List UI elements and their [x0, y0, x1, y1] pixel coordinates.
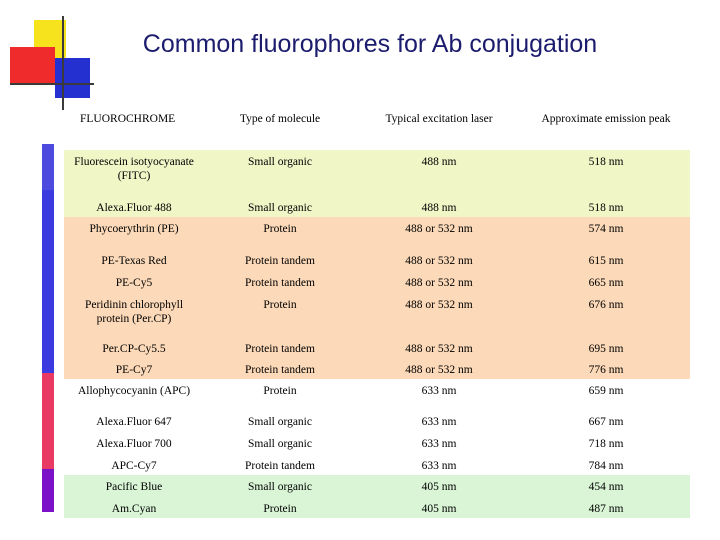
molecule-type-cell: Protein tandem [245, 255, 315, 267]
category-bar-segment [42, 404, 54, 426]
excitation-cell: 405 nm [421, 503, 457, 515]
category-bar-segment [42, 144, 54, 190]
page-title: Common fluorophores for Ab conjugation [142, 30, 598, 58]
fluorochrome-cell: APC-Cy7 [111, 460, 157, 472]
excitation-cell: 488 or 532 nm [405, 343, 473, 355]
fluorochrome-cell: Am.Cyan [111, 503, 157, 515]
table-header-row [64, 104, 690, 150]
fluorophore-table [64, 104, 690, 518]
fluorochrome-cell: Allophycocyanin (APC) [77, 385, 191, 397]
fluorochrome-cell: Per.CP-Cy5.5 [102, 343, 166, 355]
emission-cell: 454 nm [588, 481, 624, 493]
header-excitation-laser: Typical excitation laser [356, 104, 522, 150]
emission-cell: 667 nm [588, 416, 624, 428]
molecule-type-cell: Protein tandem [245, 343, 315, 355]
excitation-cell: 488 nm [421, 156, 457, 168]
table-row [64, 196, 690, 217]
excitation-cell: 488 or 532 nm [405, 223, 473, 235]
excitation-cell: 488 or 532 nm [405, 299, 473, 311]
deco-blue-square [55, 58, 90, 98]
excitation-cell: 633 nm [421, 385, 457, 397]
molecule-type-cell: Protein tandem [245, 460, 315, 472]
fluorochrome-cell: Phycoerythrin (PE) [89, 223, 179, 235]
table-row [64, 293, 690, 337]
category-color-bar [42, 144, 54, 518]
molecule-type-cell: Small organic [248, 202, 312, 214]
category-bar-segment [42, 373, 54, 404]
excitation-cell: 488 or 532 nm [405, 277, 473, 289]
excitation-cell: 633 nm [421, 416, 457, 428]
table-row [64, 432, 690, 454]
excitation-cell: 488 nm [421, 202, 457, 214]
fluorochrome-cell: Alexa.Fluor 700 [96, 438, 172, 450]
fluorochrome-cell: PE-Cy7 [115, 364, 153, 376]
fluorochrome-cell: Alexa.Fluor 488 [96, 202, 172, 214]
category-bar-segment [42, 469, 54, 491]
emission-cell: 676 nm [588, 299, 624, 311]
header-emission-peak: Approximate emission peak [522, 104, 690, 150]
molecule-type-cell: Small organic [248, 438, 312, 450]
fluorochrome-cell: PE-Texas Red [101, 255, 167, 267]
table-row [64, 337, 690, 358]
excitation-cell: 405 nm [421, 481, 457, 493]
emission-cell: 574 nm [588, 223, 624, 235]
excitation-cell: 633 nm [421, 438, 457, 450]
fluorochrome-cell: Peridinin chlorophyll protein (Per.CP) [84, 299, 184, 325]
emission-cell: 518 nm [588, 202, 624, 214]
emission-cell: 487 nm [588, 503, 624, 515]
table-row [64, 271, 690, 293]
molecule-type-cell: Small organic [248, 481, 312, 493]
molecule-type-cell: Protein tandem [245, 277, 315, 289]
category-bar-segment [42, 491, 54, 512]
table-row [64, 454, 690, 475]
header-molecule-type: Type of molecule [204, 104, 356, 150]
molecule-type-cell: Protein [263, 385, 297, 397]
emission-cell: 665 nm [588, 277, 624, 289]
emission-cell: 776 nm [588, 364, 624, 376]
table-row [64, 249, 690, 271]
deco-horizontal-line [10, 83, 94, 85]
fluorochrome-cell: PE-Cy5 [115, 277, 153, 289]
emission-cell: 718 nm [588, 438, 624, 450]
table-row [64, 150, 690, 196]
molecule-type-cell: Small organic [248, 416, 312, 428]
emission-cell: 695 nm [588, 343, 624, 355]
category-bar-segment [42, 211, 54, 243]
category-bar-segment [42, 426, 54, 448]
category-bar-segment [42, 190, 54, 211]
fluorochrome-cell: Fluorescein isotyocyanate (FITC) [74, 156, 194, 182]
molecule-type-cell: Protein [263, 299, 297, 311]
header-fluorochrome: FLUOROCHROME [64, 104, 204, 150]
excitation-cell: 633 nm [421, 460, 457, 472]
molecule-type-cell: Protein [263, 223, 297, 235]
category-bar-segment [42, 287, 54, 331]
table-row [64, 217, 690, 249]
table-row [64, 358, 690, 379]
excitation-cell: 488 or 532 nm [405, 255, 473, 267]
table-row [64, 497, 690, 518]
excitation-cell: 488 or 532 nm [405, 364, 473, 376]
fluorochrome-cell: Pacific Blue [105, 481, 163, 493]
category-bar-segment [42, 265, 54, 287]
emission-cell: 615 nm [588, 255, 624, 267]
molecule-type-cell: Protein tandem [245, 364, 315, 376]
emission-cell: 784 nm [588, 460, 624, 472]
table-row [64, 410, 690, 432]
table-row [64, 379, 690, 410]
category-bar-segment [42, 243, 54, 265]
category-bar-segment [42, 352, 54, 373]
category-bar-segment [42, 448, 54, 469]
fluorochrome-cell: Alexa.Fluor 647 [96, 416, 172, 428]
category-bar-segment [42, 331, 54, 352]
molecule-type-cell: Protein [263, 503, 297, 515]
emission-cell: 518 nm [588, 156, 624, 168]
emission-cell: 659 nm [588, 385, 624, 397]
table-row [64, 475, 690, 497]
molecule-type-cell: Small organic [248, 156, 312, 168]
